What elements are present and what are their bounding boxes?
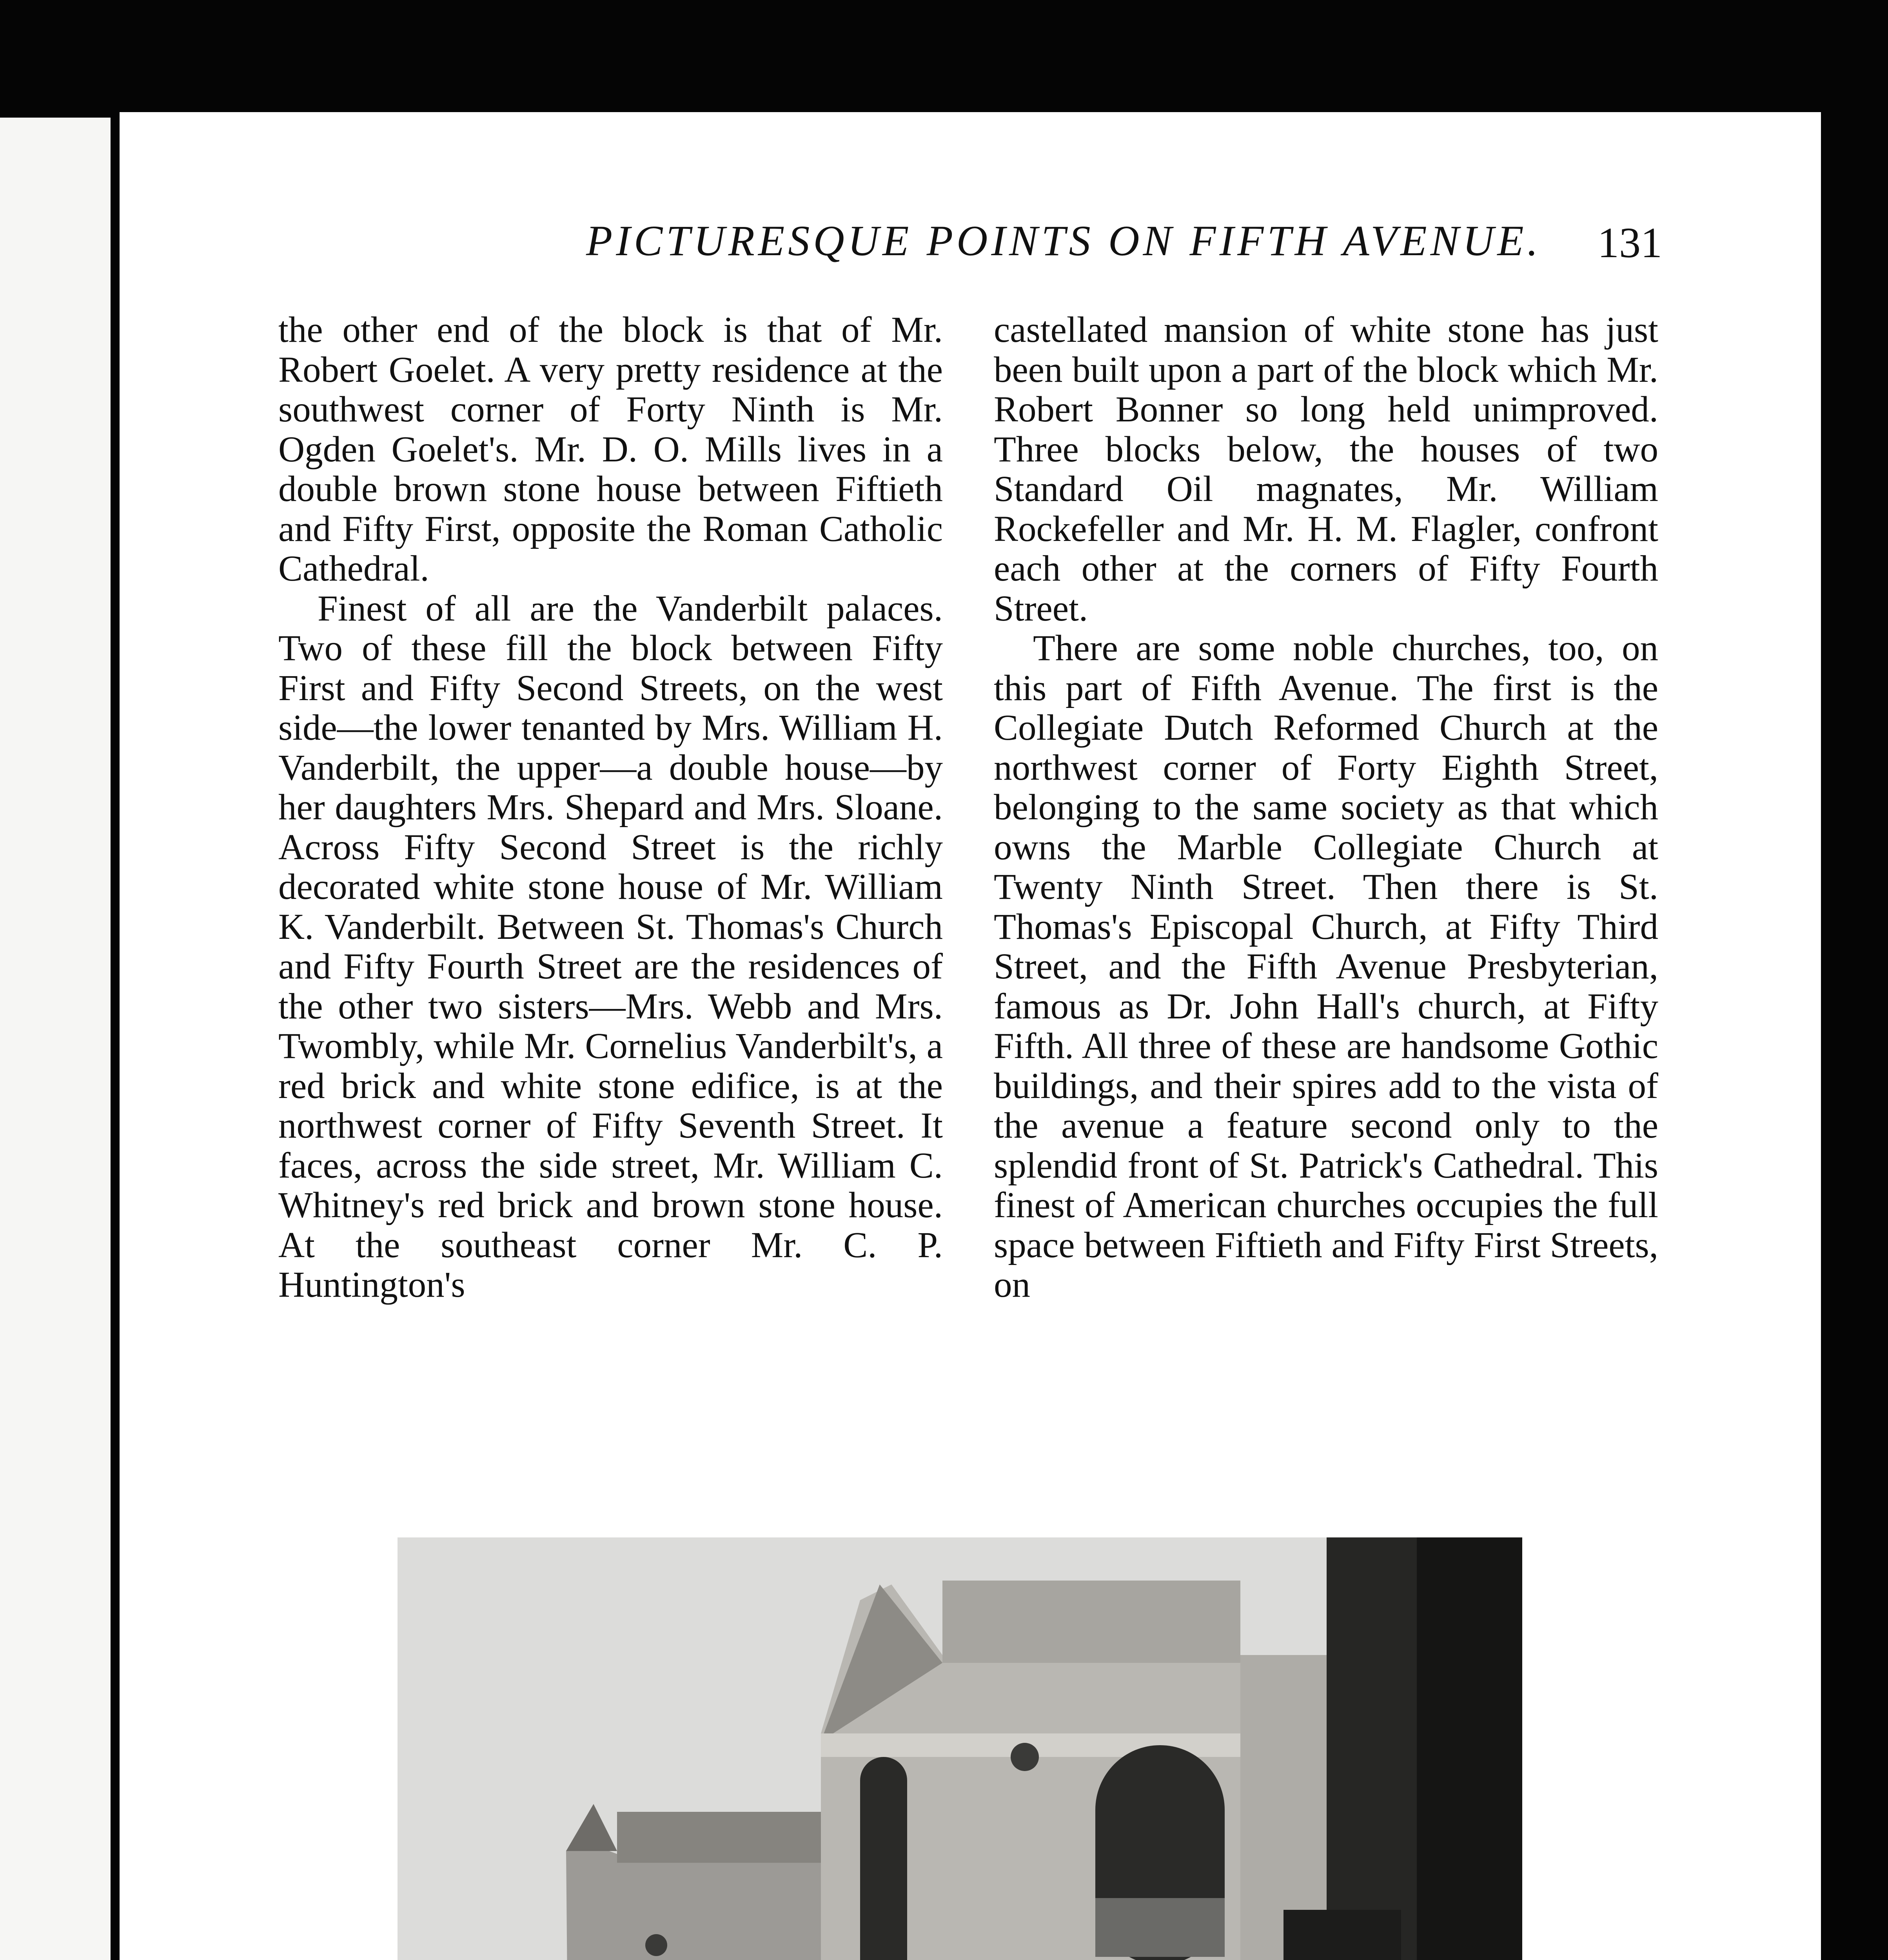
running-title: PICTURESQUE POINTS ON FIFTH AVENUE. [586,217,1542,265]
paragraph: castellated mansion of white stone has just been built upon a part of the block which Mr. Robert Bonner so long held unimproved. Three blocks below, the houses of two Standard Oil magnates, Mr. William Rockefeller and Mr. H. M. Flagler, confront each other at the corners of Fifty Fourth Street. [994,310,1658,629]
text-column-right [994,310,1658,1305]
paragraph: There are some noble churches, too, on this part of Fifth Avenue. The first is the Collegiate Dutch Reformed Church at the northwest corner of Forty Eighth Street, belonging to the same society as that which owns the Marble Collegiate Church at Twenty Ninth Street. Then there is St. Thomas's Episcopal Church, at Fifty Third Street, and the Fifth Avenue Presbyterian, famous as Dr. John Hall's church, at Fifty Fifth. All three of these are handsome Gothic buildings, and their spires add to the vista of the avenue a feature second only to the splendid front of St. Patrick's Cathedral. This finest of American churches occupies the full space between Fiftieth and Fifty First Streets, on [994,628,1658,1305]
book-page [120,112,1821,1960]
library-photograph [398,1537,1522,1960]
left-page-edge [0,118,111,1960]
text-column-left [278,310,943,1305]
page-number: 131 [1598,219,1662,267]
photo-illustration [398,1537,1522,1960]
paragraph: Finest of all are the Vanderbilt palaces. Two of these fill the block between Fifty First and Fifty Second Streets, on the west side—the lower tenanted by Mrs. William H. Vanderbilt, the upper—a double house—by her daughters Mrs. Shepard and Mrs. Sloane. Across Fifty Second Street is the richly decorated white stone house of Mr. William K. Vanderbilt. Between St. Thomas's Church and Fifty Fourth Street are the residences of the other two sisters—Mrs. Webb and Mrs. Twombly, while Mr. Cornelius Vanderbilt's, a red brick and white stone edifice, is at the northwest corner of Fifty Seventh Street. It faces, across the side street, Mr. William C. Whitney's red brick and brown stone house. At the southeast corner Mr. C. P. Huntington's [278,588,943,1305]
paragraph: the other end of the block is that of Mr. Robert Goelet. A very pretty residence at the southwest corner of Forty Ninth is Mr. Ogden Goelet's. Mr. D. O. Mills lives in a double brown stone house between Fiftieth and Fifty First, opposite the Roman Catholic Cathedral. [278,310,943,589]
